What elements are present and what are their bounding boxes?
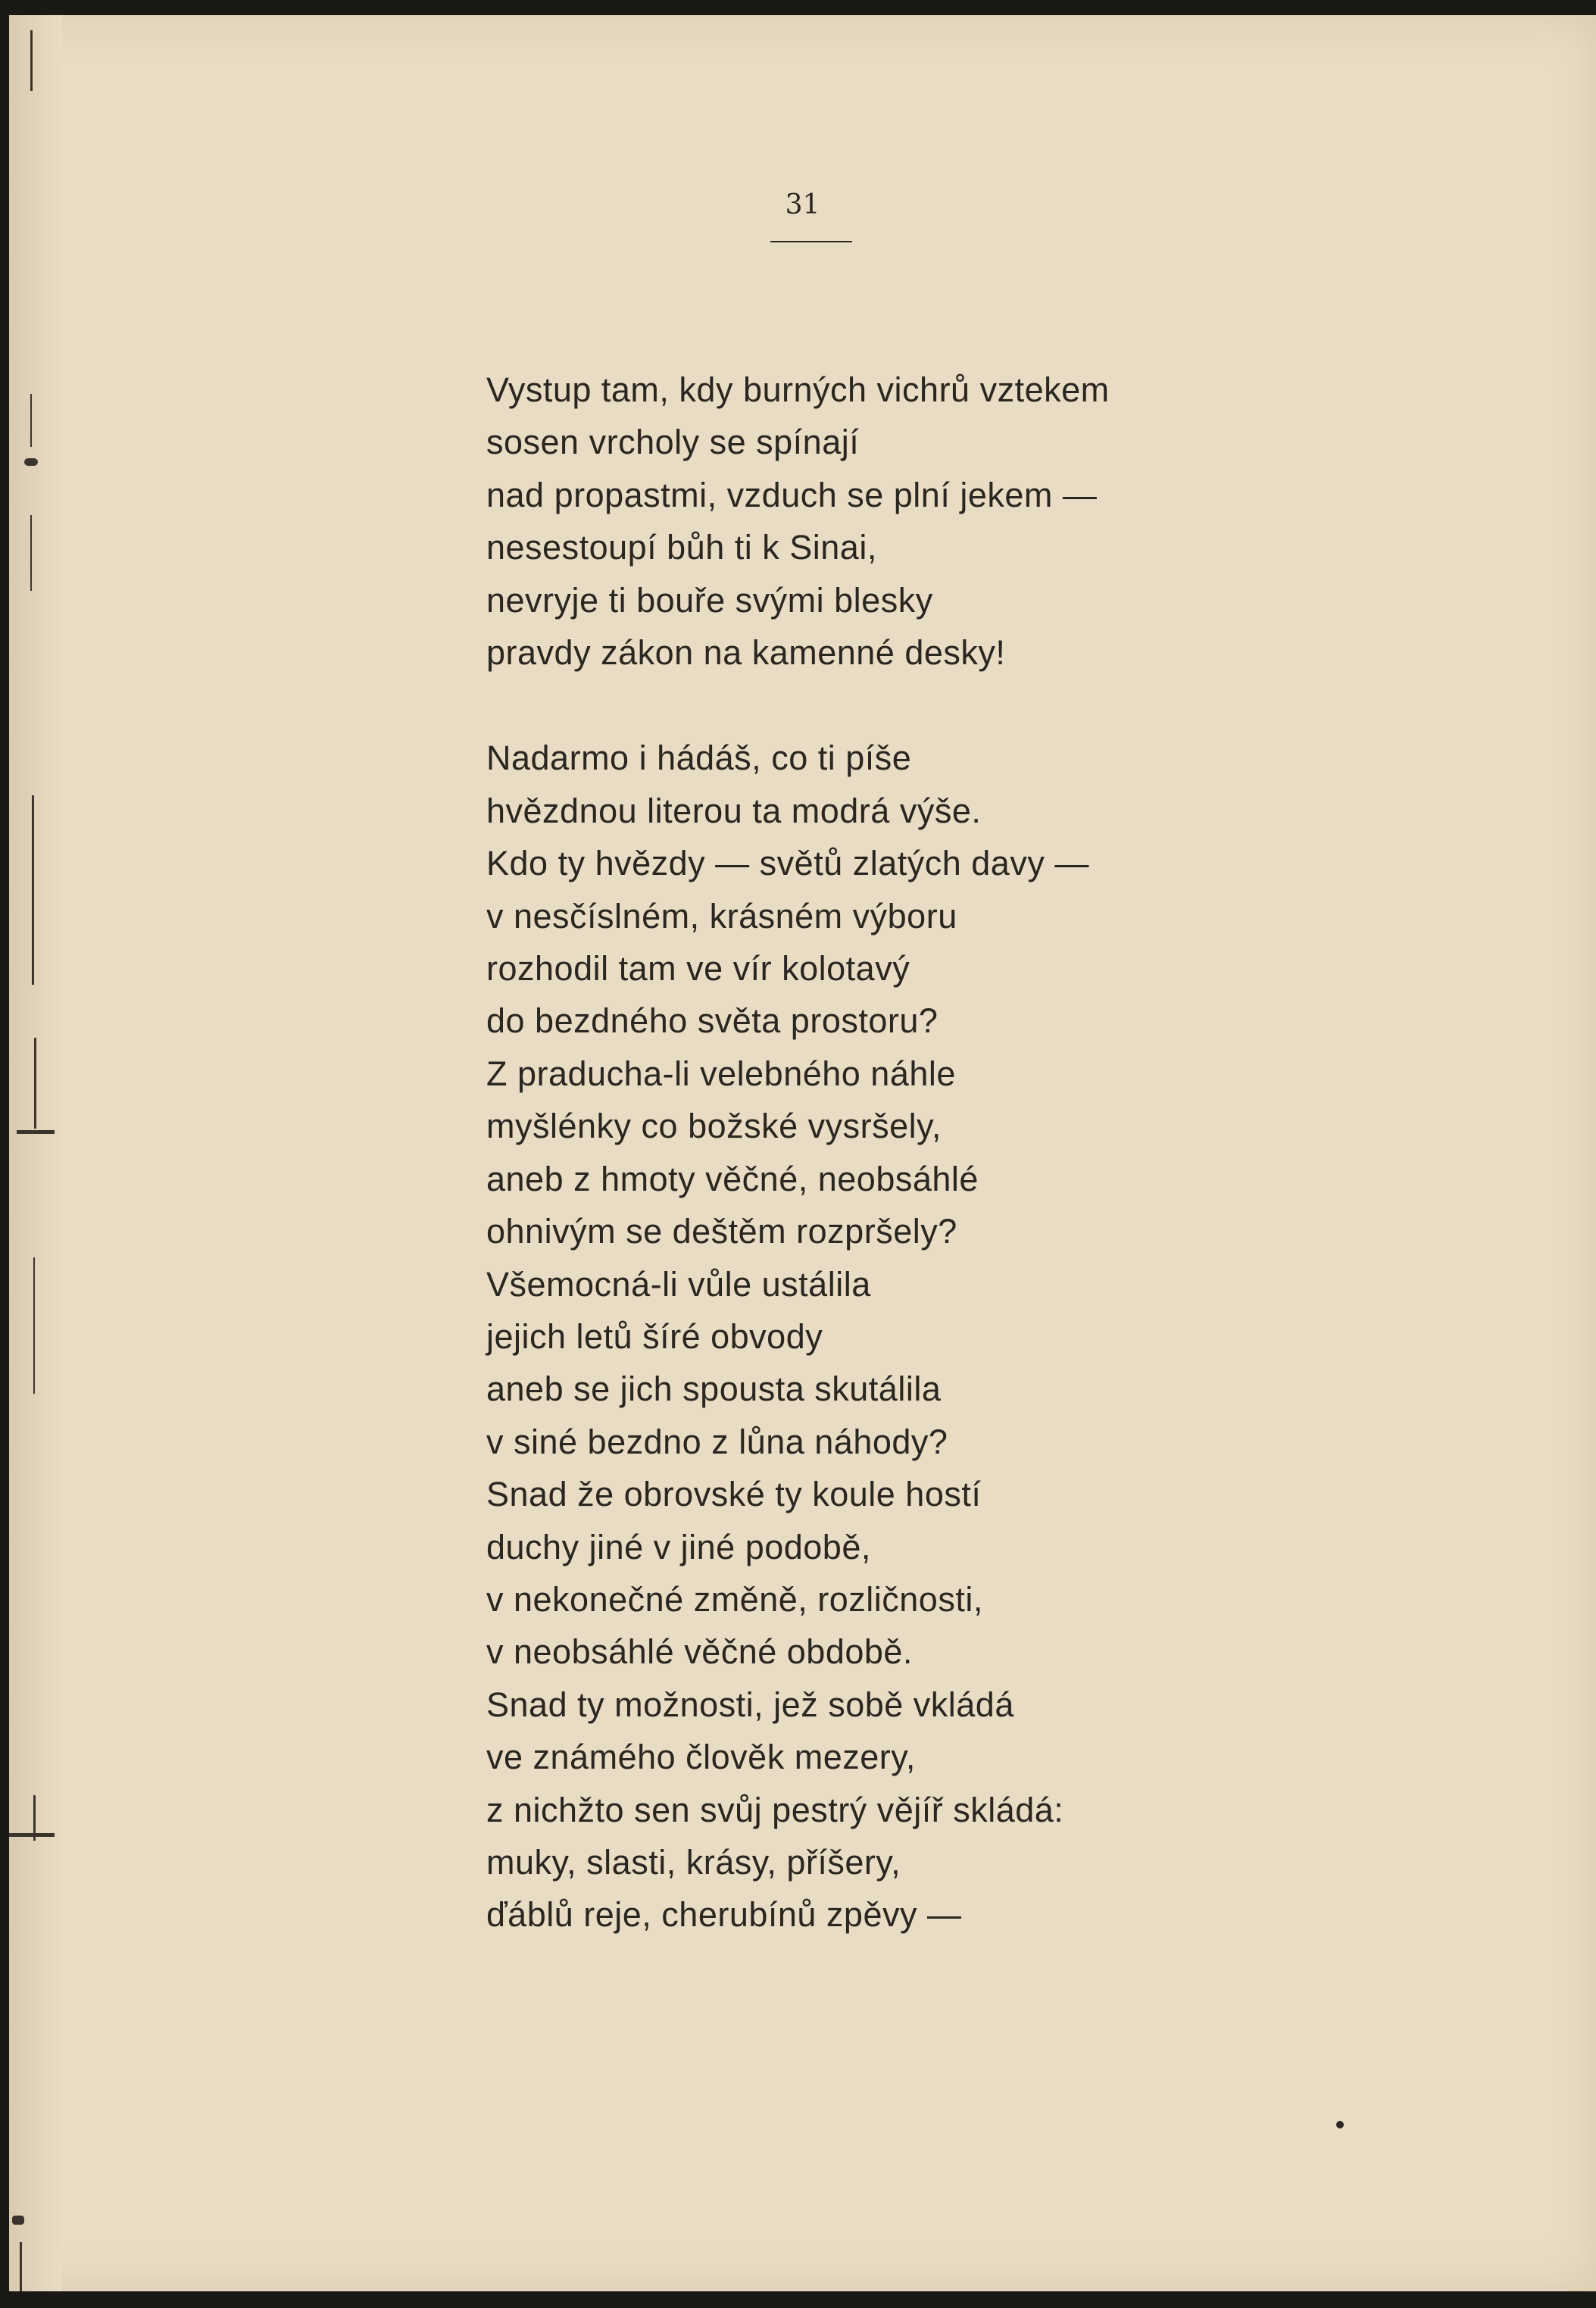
page-gutter xyxy=(9,15,62,2291)
binding-mark xyxy=(30,30,33,91)
stanza xyxy=(486,732,1395,1941)
poem-line: do bezdného světa prostoru? xyxy=(486,1001,939,1041)
poem-line: aneb z hmoty věčné, neobsáhlé xyxy=(486,1159,979,1198)
poem-line: v nekonečné změně, rozličnosti, xyxy=(486,1579,983,1619)
binding-mark xyxy=(20,2242,22,2295)
poem xyxy=(486,364,1395,1941)
poem-line: myšlénky co božské vysršely, xyxy=(486,1107,942,1146)
poem-line: Vystup tam, kdy burných vichrů vztekem xyxy=(486,370,1110,409)
binding-mark xyxy=(30,394,32,447)
poem-line: Z praducha-li velebného náhle xyxy=(486,1054,956,1093)
page-number-rule xyxy=(770,241,852,242)
poem-line: Všemocná-li vůle ustálila xyxy=(486,1264,871,1304)
poem-line: Nadarmo i hádáš, co ti píše xyxy=(486,739,912,778)
poem-line: ve známého člověk mezery, xyxy=(486,1738,916,1777)
stanza-gap xyxy=(486,679,1395,732)
poem-line: jejich letů šíré obvody xyxy=(486,1316,823,1356)
poem-line: muky, slasti, krásy, příšery, xyxy=(486,1842,901,1882)
binding-mark xyxy=(34,1038,36,1129)
poem-line: z nichžto sen svůj pestrý vějíř skládá: xyxy=(486,1790,1064,1829)
binding-mark xyxy=(17,1130,55,1134)
poem-line: Snad že obrovské ty koule hostí xyxy=(486,1475,982,1514)
poem-line: Snad ty možnosti, jež sobě vkládá xyxy=(486,1685,1014,1724)
scan-bottom-edge xyxy=(0,2291,1596,2308)
stanza xyxy=(486,364,1395,679)
poem-line: nad propastmi, vzduch se plní jekem — xyxy=(486,475,1098,514)
poem-line: rozhodil tam ve vír kolotavý xyxy=(486,949,910,988)
book-page xyxy=(9,15,1596,2291)
poem-line: v neobsáhlé věčné obdobě. xyxy=(486,1632,913,1672)
poem-line: duchy jiné v jiné podobě, xyxy=(486,1527,871,1566)
poem-line: nevryje ti bouře svými blesky xyxy=(486,580,933,620)
binding-mark xyxy=(32,795,34,985)
binding-mark xyxy=(30,515,32,591)
ink-speck xyxy=(1336,2121,1344,2128)
poem-line: v nesčíslném, krásném výboru xyxy=(486,896,957,935)
poem-line: aneb se jich spousta skutálila xyxy=(486,1369,942,1409)
poem-line: ohnivým se deštěm rozpršely? xyxy=(486,1212,957,1251)
binding-mark xyxy=(9,1833,55,1837)
binding-mark xyxy=(12,2216,24,2225)
binding-mark xyxy=(24,458,38,466)
page-number: 31 xyxy=(785,189,820,220)
poem-line: sosen vrcholy se spínají xyxy=(486,423,860,462)
poem-line: nesestoupí bůh ti k Sinai, xyxy=(486,528,877,567)
poem-line: v siné bezdno z lůna náhody? xyxy=(486,1422,948,1461)
poem-line: Kdo ty hvězdy — světů zlatých davy — xyxy=(486,844,1089,883)
poem-line: ďáblů reje, cherubínů zpěvy — xyxy=(486,1895,962,1935)
poem-line: pravdy zákon na kamenné desky! xyxy=(486,633,1006,673)
binding-mark xyxy=(33,1257,35,1394)
poem-line: hvězdnou literou ta modrá výše. xyxy=(486,791,982,830)
